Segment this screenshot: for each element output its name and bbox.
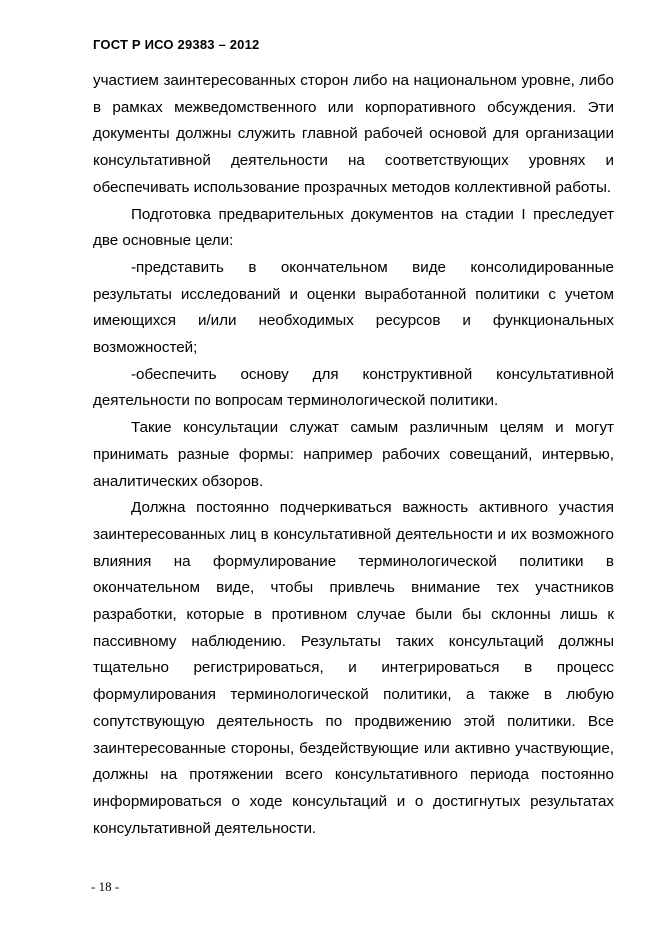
list-item-present: -представить в окончательном виде консолидированные результаты исследований и оценки выработанной политики с учетом имеющихся и/или необходимых ресурсов и функциональных возможностей; xyxy=(93,258,614,357)
paragraph-continuation: участием заинтересованных сторон либо на национальном уровне, либо в рамках межведомственного или корпоративного обсуждения. Эти документы должны служить главной рабочей основой для организации консультативной деятельности на соответствующих уровнях и обеспечивать использование прозрачных методов коллективной работы. xyxy=(93,72,614,196)
paragraph-preliminary-docs: Подготовка предварительных документов на стадии I преследует две основные цели: xyxy=(93,205,614,250)
document-body xyxy=(93,68,614,842)
document-header: ГОСТ Р ИСО 29383 – 2012 xyxy=(93,37,260,52)
paragraph-consultations: Такие консультации служат самым различным целям и могут принимать разные формы: например рабочих совещаний, интервью, аналитических обзоров. xyxy=(93,419,614,490)
page-number: - 18 - xyxy=(91,879,120,894)
list-item-provide-basis: -обеспечить основу для конструктивной консультативной деятельности по вопросам терминологической политики. xyxy=(93,365,614,410)
paragraph-participation: Должна постоянно подчеркиваться важность активного участия заинтересованных лиц в консультативной деятельности и их возможного влияния на формулирование терминологической политики в окончательном виде, чтобы привлечь внимание тех участников разработки, которые в противном случае были бы склонны лишь к пассивному наблюдению. Результаты таких консультаций должны тщательно регистрироваться, и интегрироваться в процесс формулирования терминологической политики, а также в любую сопутствующую деятельность по продвижению этой политики. Все заинтересованные стороны, бездействующие или активно участвующие, должны на протяжении всего консультативного периода постоянно информироваться о ходе консультаций и о достигнутых результатах консультативной деятельности. xyxy=(93,499,614,837)
